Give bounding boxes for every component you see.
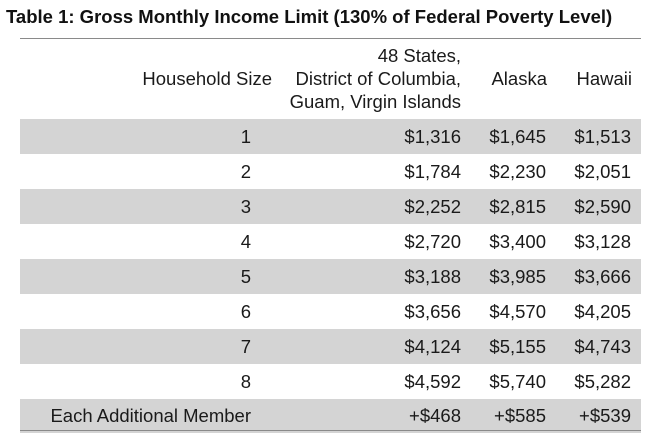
states-limit-cell: $3,656: [404, 301, 461, 322]
column-header-household-size: Household Size: [142, 68, 272, 89]
states-limit-cell: $2,252: [404, 196, 461, 217]
table-row: [20, 189, 641, 224]
table-row: [20, 294, 641, 329]
alaska-limit-cell: $2,815: [489, 196, 546, 217]
table-row-each-additional-member: [20, 399, 641, 433]
hawaii-limit-cell: +$539: [579, 405, 631, 426]
alaska-limit-cell: $3,400: [489, 231, 546, 252]
alaska-limit-cell: $5,740: [489, 371, 546, 392]
table-title: Table 1: Gross Monthly Income Limit (130% of Federal Poverty Level): [6, 6, 613, 27]
household-size-cell: 6: [240, 301, 251, 322]
household-size-cell: 7: [240, 336, 251, 357]
states-limit-cell: $4,592: [404, 371, 461, 392]
household-size-cell: 2: [240, 161, 251, 182]
hawaii-limit-cell: $3,128: [574, 231, 631, 252]
hawaii-limit-cell: $1,513: [574, 126, 631, 147]
hawaii-limit-cell: $3,666: [574, 266, 631, 287]
household-size-cell: 1: [240, 126, 251, 147]
column-header-hawaii: Hawaii: [576, 68, 632, 89]
alaska-limit-cell: $3,985: [489, 266, 546, 287]
hawaii-limit-cell: $5,282: [574, 371, 631, 392]
alaska-limit-cell: +$585: [494, 405, 546, 426]
hawaii-limit-cell: $2,590: [574, 196, 631, 217]
states-limit-cell: +$468: [409, 405, 461, 426]
alaska-limit-cell: $2,230: [489, 161, 546, 182]
states-limit-cell: $1,784: [404, 161, 461, 182]
column-header-alaska: Alaska: [491, 68, 547, 89]
states-limit-cell: $3,188: [404, 266, 461, 287]
column-header-48-states: 48 States, District of Columbia, Guam, Virgin Islands: [289, 45, 461, 112]
household-size-cell: 4: [240, 231, 251, 252]
hawaii-limit-cell: $4,205: [574, 301, 631, 322]
household-size-cell: Each Additional Member: [50, 405, 251, 426]
alaska-limit-cell: $4,570: [489, 301, 546, 322]
alaska-limit-cell: $1,645: [489, 126, 546, 147]
states-limit-cell: $1,316: [404, 126, 461, 147]
table-bottom-rule: [20, 430, 641, 431]
alaska-limit-cell: $5,155: [489, 336, 546, 357]
hawaii-limit-cell: $2,051: [574, 161, 631, 182]
household-size-cell: 3: [240, 196, 251, 217]
table-row: [20, 154, 641, 189]
table-body: [20, 119, 641, 433]
table-row: [20, 329, 641, 364]
table-row: [20, 119, 641, 154]
table-header: [20, 39, 641, 119]
household-size-cell: 5: [240, 266, 251, 287]
states-limit-cell: $2,720: [404, 231, 461, 252]
table-row: [20, 224, 641, 259]
table-row: [20, 259, 641, 294]
household-size-cell: 8: [240, 371, 251, 392]
table-row: [20, 364, 641, 399]
states-limit-cell: $4,124: [404, 336, 461, 357]
hawaii-limit-cell: $4,743: [574, 336, 631, 357]
